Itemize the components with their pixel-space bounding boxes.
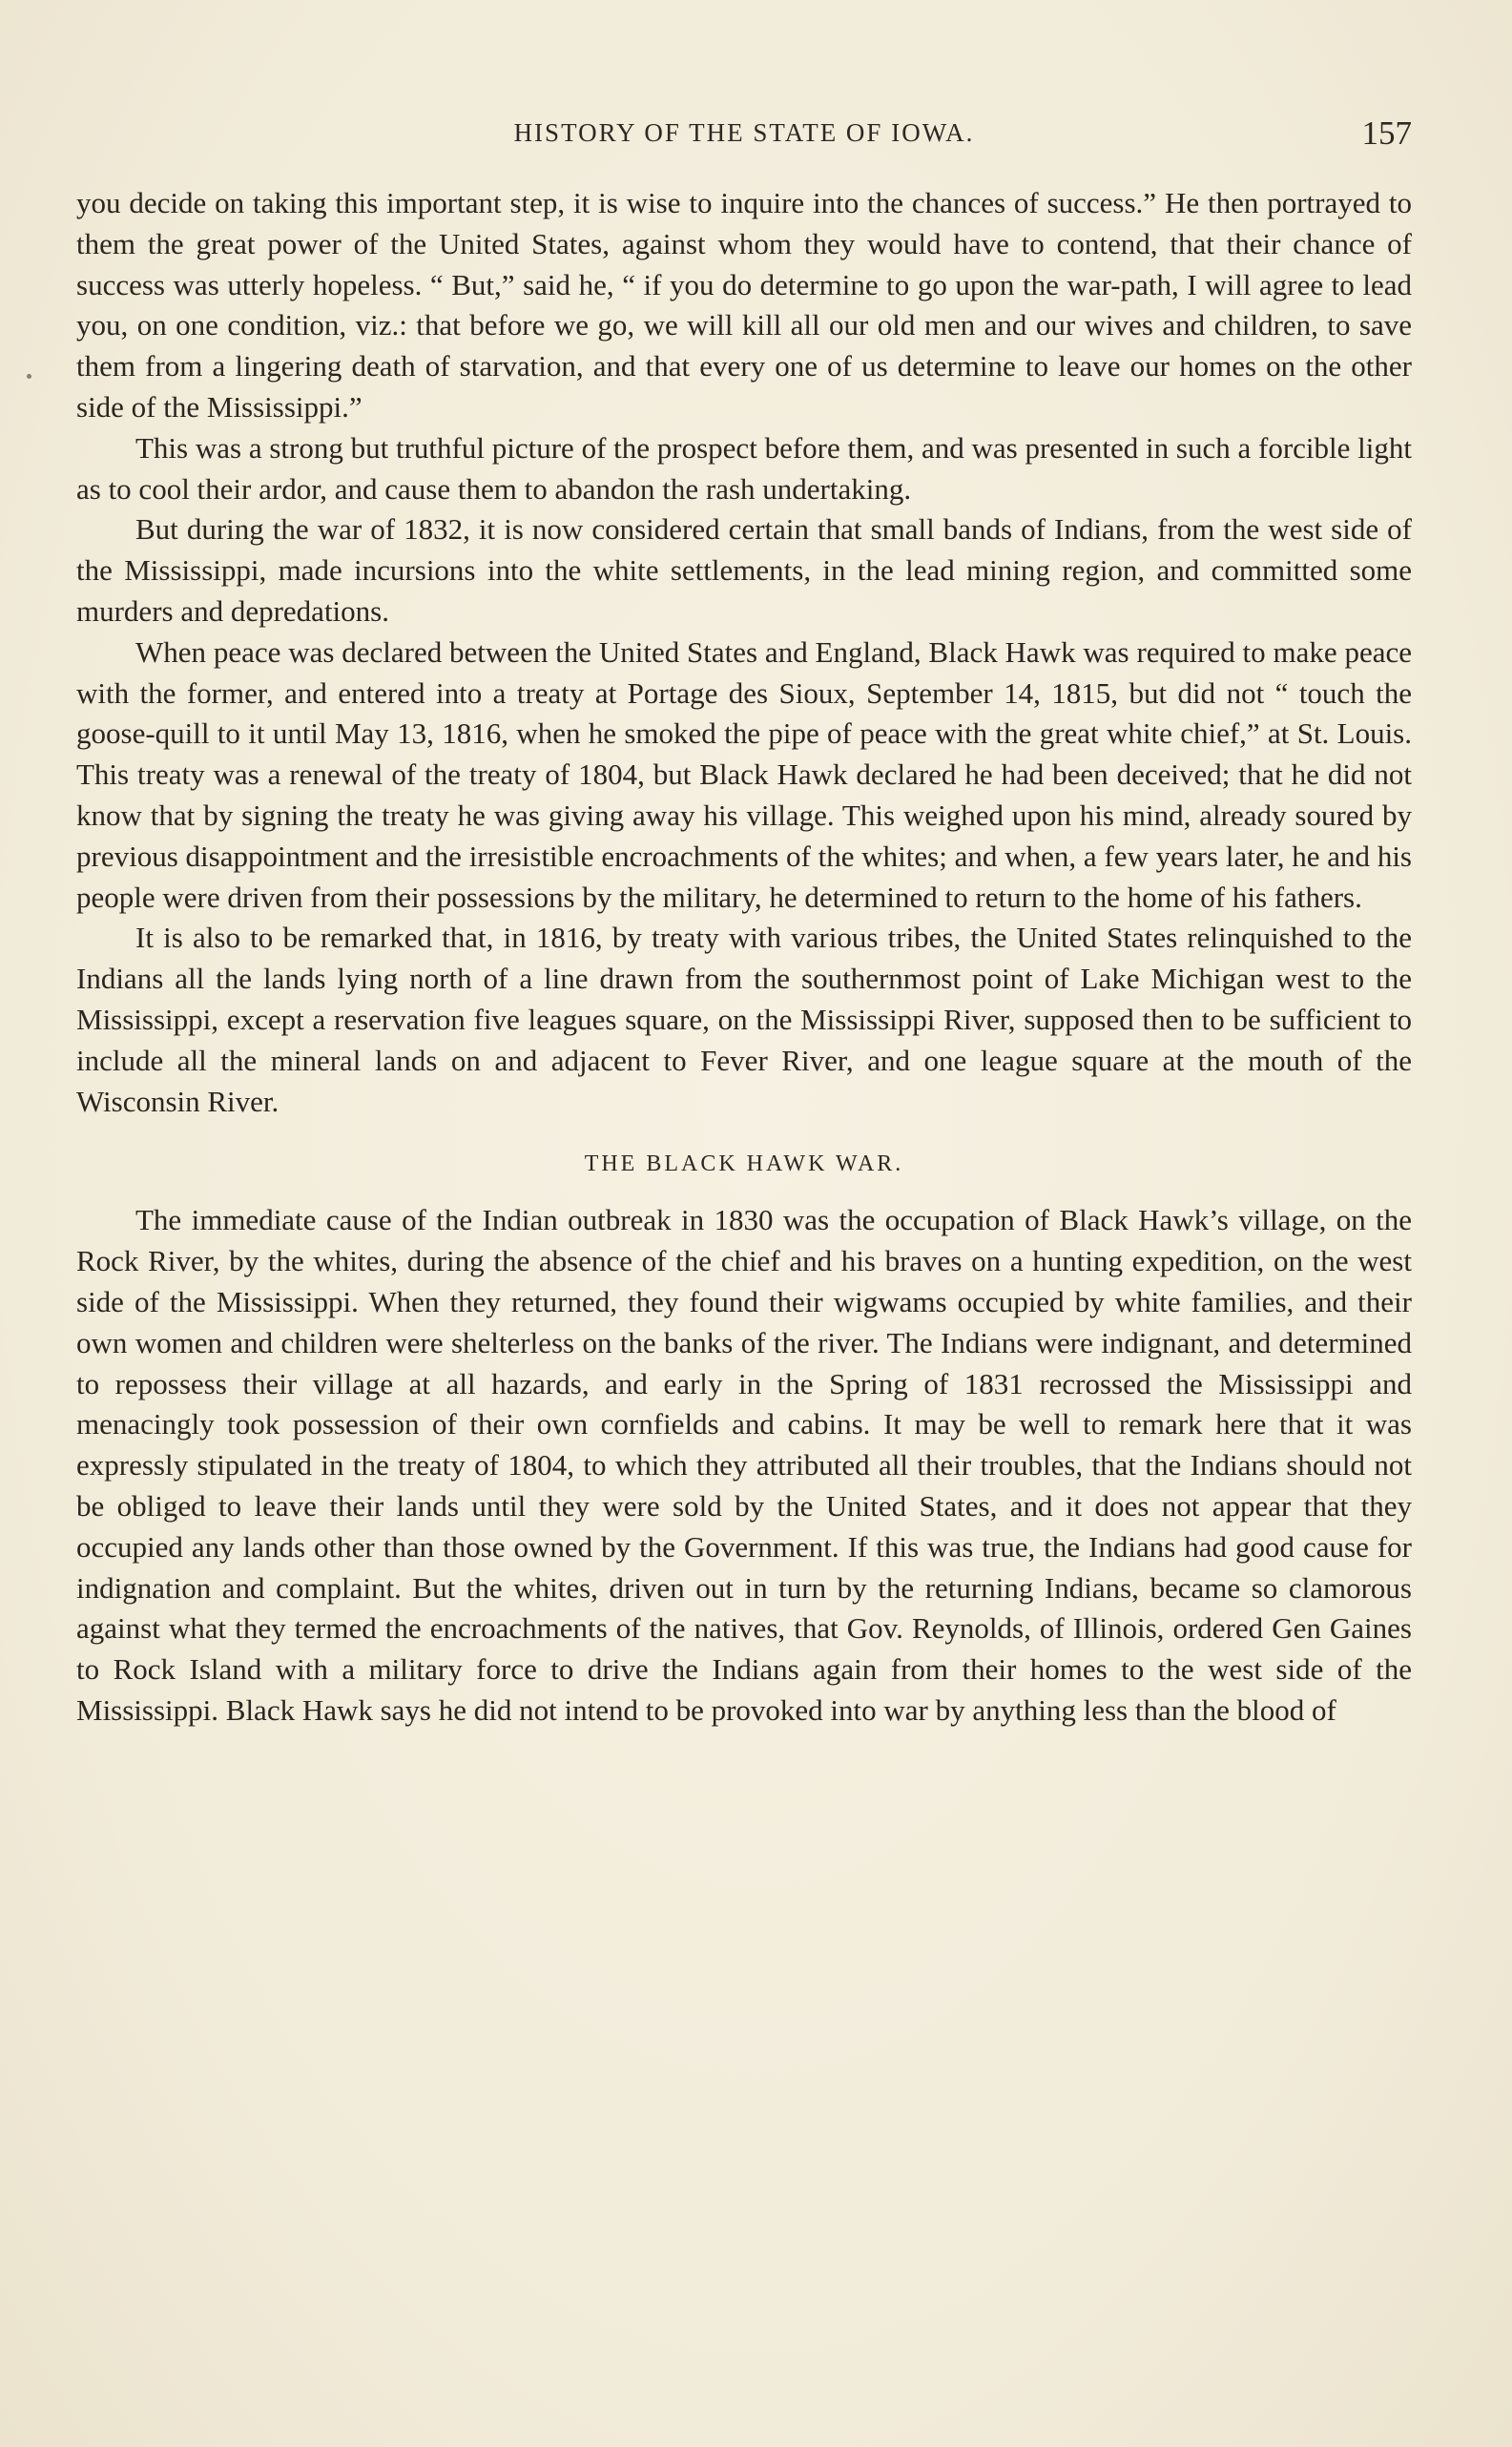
paragraph: The immediate cause of the Indian outbreak in 1830 was the occupation of Black Hawk’s village, on the Rock River, by the whites, during the absence of the chief and his braves on a hunting expedition, on the west side of the Mississippi. When they returned, they found their wigwams occupied by white families, and their own women and children were shelterless on the banks of the river. The Indians were indignant, and determined to repossess their village at all hazards, and early in the Spring of 1831 recrossed the Mississippi and menacingly took possession of their own cornfields and cabins. It may be well to remark here that it was expressly stipulated in the treaty of 1804, to which they attributed all their troubles, that the Indians should not be obliged to leave their lands until they were sold by the United States, and it does not appear that they occupied any lands other than those owned by the Government. If this was true, the Indians had good cause for indignation and complaint. But the whites, driven out in turn by the returning Indians, became so clamorous against what they termed the encroachments of the natives, that Gov. Reynolds, of Illinois, ordered Gen Gaines to Rock Island with a military force to drive the Indians again from their homes to the west side of the Mississippi. Black Hawk says he did not intend to be provoked into war by anything less than the blood of — [76, 1203, 1412, 1727]
running-title: HISTORY OF THE STATE OF IOWA. — [513, 118, 975, 147]
page-number: 157 — [1361, 114, 1412, 152]
paragraph: It is also to be remarked that, in 1816, by treaty with various tribes, the United States relinquished to the Indians all the lands lying north of a line drawn from the southernmost point of Lake Michigan west to the Mississippi, except a reservation five leagues square, on the Mississippi River, supposed then to be sufficient to include all the mineral lands on and adjacent to Fever River, and one league square at the mouth of the Wisconsin River. — [76, 921, 1412, 1118]
margin-speck — [27, 374, 31, 379]
running-head — [76, 114, 1412, 153]
section-heading: THE BLACK HAWK WAR. — [584, 1151, 904, 1177]
body-text — [76, 183, 1412, 1732]
paragraph: When peace was declared between the United States and England, Black Hawk was required to make peace with the former, and entered into a treaty at Portage des Sioux, September 14, 1815, but did not “ touch the goose-quill to it until May 13, 1816, when he smoked the pipe of peace with the great white chief,” at St. Louis. This treaty was a renewal of the treaty of 1804, but Black Hawk declared he had been deceived; that he did not know that by signing the treaty he was giving away his village. This weighed upon his mind, already soured by previous disappointment and the irresistible encroachments of the whites; and when, a few years later, he and his people were driven from their possessions by the military, he determined to return to the home of his fathers. — [76, 634, 1412, 914]
paragraph: But during the war of 1832, it is now considered certain that small bands of Indians, from the west side of the Mississippi, made incursions into the white settlements, in the lead mining region, and committed some murders and depredations. — [76, 512, 1412, 628]
paragraph: This was a strong but truthful picture of the prospect before them, and was presented in such a forcible light as to cool their ardor, and cause them to abandon the rash undertaking. — [76, 430, 1412, 506]
paragraph-continued: you decide on taking this important step, it is wise to inquire into the chances of success.” He then portrayed to them the great power of the United States, against whom they would have to contend, that their chance of success was utterly hopeless. “ But,” said he, “ if you do determine to go upon the war-path, I will agree to lead you, on one condition, viz.: that before we go, we will kill all our old men and our wives and children, to save them from a lingering death of starvation, and that every one of us determine to leave our homes on the other side of the Mississippi.” — [76, 186, 1412, 424]
